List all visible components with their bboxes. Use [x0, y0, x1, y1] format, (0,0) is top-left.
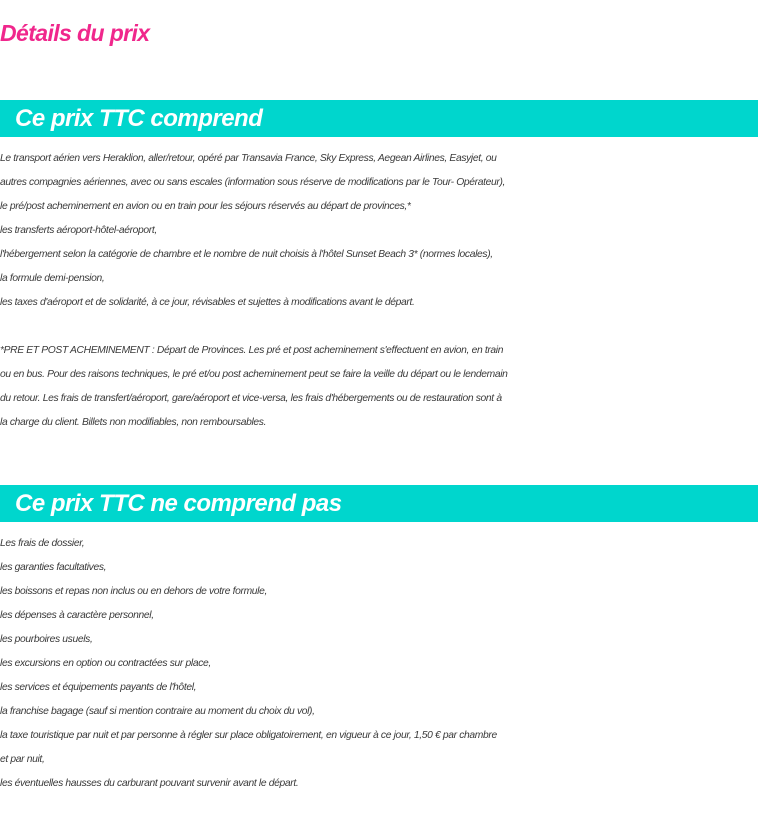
included-line: la formule demi-pension,: [0, 273, 105, 284]
excluded-line: Les frais de dossier,: [0, 538, 85, 549]
included-heading: Ce prix TTC comprend: [15, 105, 263, 132]
page-title: Détails du prix: [0, 20, 150, 46]
excluded-heading-band: [0, 485, 758, 522]
excluded-line: la franchise bagage (sauf si mention contraire au moment du choix du vol),: [0, 706, 315, 717]
note-line: la charge du client. Billets non modifiables, non remboursables.: [0, 417, 267, 428]
included-line: le pré/post acheminement en avion ou en train pour les séjours réservés au départ de provinces,*: [0, 201, 411, 212]
excluded-line: la taxe touristique par nuit et par personne à régler sur place obligatoirement, en vigueur à ce jour, 1,50 € par chambre: [0, 730, 497, 741]
excluded-line: les services et équipements payants de l'hôtel,: [0, 682, 197, 693]
included-list: [0, 147, 758, 315]
included-line: les transferts aéroport-hôtel-aéroport,: [0, 225, 157, 236]
excluded-line: les pourboires usuels,: [0, 634, 93, 645]
excluded-heading: Ce prix TTC ne comprend pas: [15, 490, 342, 517]
excluded-line: et par nuit,: [0, 754, 45, 765]
included-line: l'hébergement selon la catégorie de chambre et le nombre de nuit choisis à l'hôtel Sunset Beach 3* (normes locales),: [0, 249, 493, 260]
excluded-line: les boissons et repas non inclus ou en dehors de votre formule,: [0, 586, 268, 597]
note-line: ou en bus. Pour des raisons techniques, le pré et/ou post acheminement peut se faire la veille du départ ou le lendemain: [0, 369, 508, 380]
note-line: du retour. Les frais de transfert/aéroport, gare/aéroport et vice-versa, les frais d'hébergements ou de restauration sont à: [0, 393, 502, 404]
included-heading-band: [0, 100, 758, 137]
excluded-line: les garanties facultatives,: [0, 562, 107, 573]
acheminement-note: [0, 339, 758, 435]
excluded-line: les excursions en option ou contractées sur place,: [0, 658, 211, 669]
included-line: les taxes d'aéroport et de solidarité, à ce jour, révisables et sujettes à modifications avant le départ.: [0, 297, 415, 308]
excluded-list: [0, 532, 758, 796]
included-line: Le transport aérien vers Heraklion, aller/retour, opéré par Transavia France, Sky Express, Aegean Airlines, Easyjet, ou: [0, 153, 497, 164]
included-line: autres compagnies aériennes, avec ou sans escales (information sous réserve de modifications par le Tour- Opérateur),: [0, 177, 506, 188]
note-line: *PRE ET POST ACHEMINEMENT : Départ de Provinces. Les pré et post acheminement s'effectuent en avion, en train: [0, 345, 504, 356]
excluded-line: les dépenses à caractère personnel,: [0, 610, 154, 621]
excluded-line: les éventuelles hausses du carburant pouvant survenir avant le départ.: [0, 778, 299, 789]
